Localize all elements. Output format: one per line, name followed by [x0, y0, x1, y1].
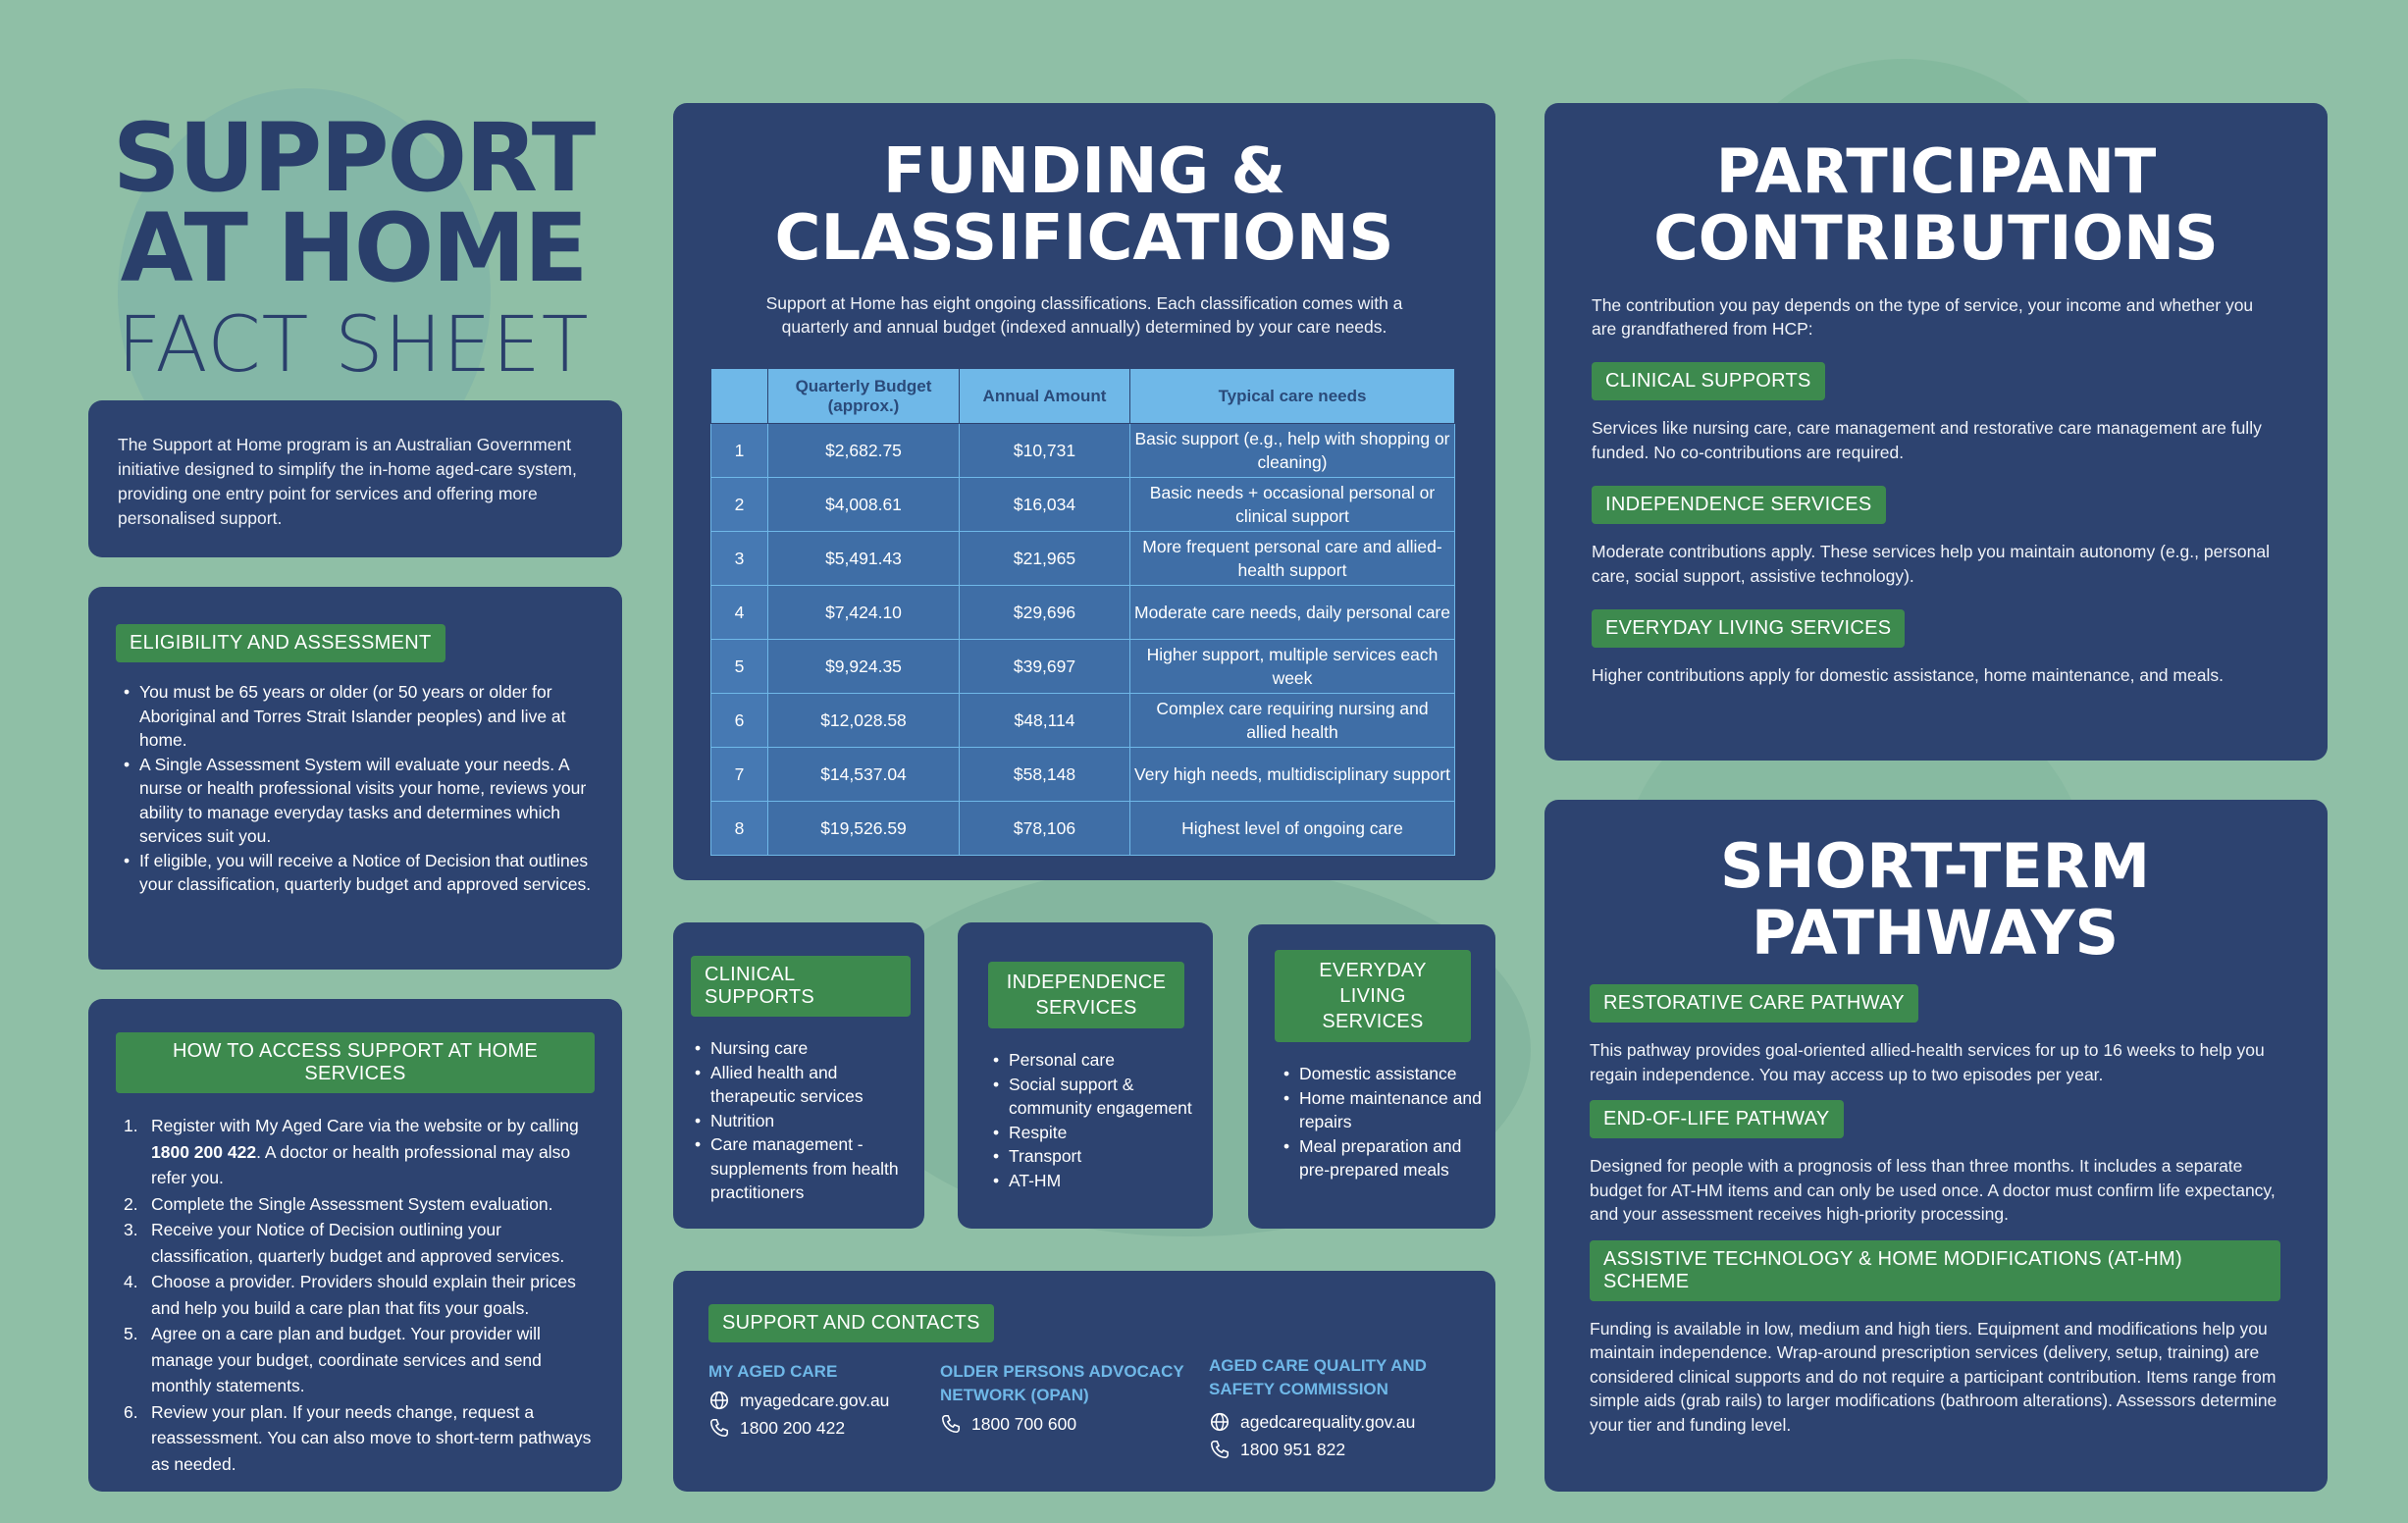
title-line-2: AT HOME — [120, 193, 587, 303]
list-item: • A Single Assessment System will evaluate your needs. A nurse or health professional visits your home, reviews your ability to manage everyday tasks and determines which services suit you. — [124, 753, 593, 849]
everyday-card — [1248, 924, 1495, 1229]
list-item: 5. Agree on a care plan and budget. Your provider will manage your budget, coordinate services and send monthly statements. — [124, 1324, 542, 1395]
contact-web[interactable]: agedcarequality.gov.au — [1209, 1411, 1444, 1433]
funding-table — [710, 368, 1455, 856]
contact-quality-commission — [1209, 1356, 1444, 1460]
section-block — [1590, 1100, 2280, 1227]
access-label: HOW TO ACCESS SUPPORT AT HOME SERVICES — [116, 1032, 595, 1093]
funding-title-line-1: FUNDING & — [882, 135, 1286, 208]
section-block — [1592, 609, 2280, 688]
table-cell: $48,114 — [960, 694, 1130, 748]
table-row — [711, 802, 1455, 856]
access-card — [88, 999, 622, 1492]
list-item: • Nursing care — [695, 1036, 911, 1061]
section-label: END-OF-LIFE PATHWAY — [1590, 1100, 1844, 1138]
list-item: • Care management - supplements from health practitioners — [695, 1132, 911, 1205]
list-item: • Allied health and therapeutic services — [695, 1061, 911, 1109]
globe-icon — [708, 1390, 730, 1411]
table-header: Annual Amount — [960, 369, 1130, 424]
table-cell: $4,008.61 — [768, 478, 960, 532]
table-cell: $16,034 — [960, 478, 1130, 532]
funding-title-line-2: CLASSIFICATIONS — [774, 202, 1394, 275]
table-cell: Moderate care needs, daily personal care — [1130, 586, 1455, 640]
section-block — [1592, 362, 2280, 464]
clinical-list — [695, 1036, 911, 1205]
table-cell: $21,965 — [960, 532, 1130, 586]
funding-table-body — [711, 424, 1455, 856]
contact-phone[interactable]: 1800 951 822 — [1209, 1439, 1444, 1460]
contact-my-aged-care — [708, 1360, 940, 1460]
pathways-sections — [1590, 984, 2280, 1437]
phone-number: 1800 200 422 — [151, 1141, 257, 1162]
access-steps — [124, 1113, 595, 1477]
section-label: RESTORATIVE CARE PATHWAY — [1590, 984, 1918, 1023]
table-cell: Higher support, multiple services each week — [1130, 640, 1455, 694]
table-cell: 6 — [711, 694, 768, 748]
table-cell: $19,526.59 — [768, 802, 960, 856]
page-title — [88, 103, 618, 390]
table-cell: $14,537.04 — [768, 748, 960, 802]
table-cell: Complex care requiring nursing and allied health — [1130, 694, 1455, 748]
section-block — [1592, 486, 2280, 588]
table-header: Typical care needs — [1130, 369, 1455, 424]
phone-icon — [1209, 1439, 1230, 1460]
contact-opan — [940, 1360, 1209, 1460]
list-item: 1. Register with My Aged Care via the website or by calling 1800 200 422. A doctor or health professional may also refer you. — [124, 1116, 579, 1187]
list-item: 4. Choose a provider. Providers should explain their prices and help you build a care plan that fits your goals. — [124, 1272, 576, 1318]
pathways-card — [1544, 800, 2328, 1492]
section-block — [1590, 1240, 2280, 1438]
list-item: • Respite — [993, 1121, 1199, 1145]
phone-icon — [708, 1417, 730, 1439]
eligibility-label: ELIGIBILITY AND ASSESSMENT — [116, 624, 445, 662]
contact-phone[interactable]: 1800 700 600 — [940, 1413, 1209, 1435]
table-row — [711, 694, 1455, 748]
table-cell: $9,924.35 — [768, 640, 960, 694]
section-text: Designed for people with a prognosis of less than three months. It includes a separate budget for AT-HM items and can only be used once. A doctor must confirm life expectancy, and your assessment receives high-priority processing. — [1590, 1156, 2276, 1224]
table-cell: Basic needs + occasional personal or clinical support — [1130, 478, 1455, 532]
table-cell: 2 — [711, 478, 768, 532]
clinical-card — [673, 922, 924, 1229]
list-item: 3. Receive your Notice of Decision outlining your classification, quarterly budget and approved services. — [124, 1220, 565, 1266]
independence-card — [958, 922, 1213, 1229]
table-cell: 5 — [711, 640, 768, 694]
list-item: • Transport — [993, 1144, 1199, 1169]
list-item: • Personal care — [993, 1048, 1199, 1073]
list-item: • AT-HM — [993, 1169, 1199, 1193]
list-item: • Nutrition — [695, 1109, 911, 1133]
section-label: CLINICAL SUPPORTS — [1592, 362, 1825, 400]
table-row — [711, 640, 1455, 694]
globe-icon — [1209, 1411, 1230, 1433]
list-item: 6. Review your plan. If your needs change, request a reassessment. You can also move to short-term pathways as needed. — [124, 1401, 592, 1474]
independence-label: INDEPENDENCE SERVICES — [988, 962, 1184, 1028]
list-item: • Domestic assistance — [1283, 1062, 1482, 1086]
contacts-card — [673, 1271, 1495, 1492]
contributions-title-line-2: CONTRIBUTIONS — [1653, 202, 2219, 274]
eligibility-list — [124, 680, 593, 897]
section-label: EVERYDAY LIVING SERVICES — [1592, 609, 1905, 648]
table-cell: $12,028.58 — [768, 694, 960, 748]
section-label: ASSISTIVE TECHNOLOGY & HOME MODIFICATIONS (AT-HM) SCHEME — [1590, 1240, 2280, 1301]
list-item: • Social support & community engagement — [993, 1073, 1199, 1121]
section-text: Moderate contributions apply. These services help you maintain autonomy (e.g., personal care, social support, assistive technology). — [1592, 542, 2270, 586]
pathways-title-line-2: PATHWAYS — [1751, 897, 2120, 969]
funding-card — [673, 103, 1495, 880]
table-cell: 1 — [711, 424, 768, 478]
table-cell: $78,106 — [960, 802, 1130, 856]
intro-card — [88, 400, 622, 557]
contacts-row — [708, 1356, 1460, 1460]
table-header: Quarterly Budget (approx.) — [768, 369, 960, 424]
table-header-row — [711, 369, 1455, 424]
section-text: This pathway provides goal-oriented allied-health services for up to 16 weeks to help you regain independence. You may access up to two episodes per year. — [1590, 1040, 2265, 1084]
list-item: • If eligible, you will receive a Notice of Decision that outlines your classification, quarterly budget and approved services. — [124, 849, 593, 897]
intro-text: The Support at Home program is an Australian Government initiative designed to simplify the in-home aged-care system, providing one entry point for services and offering more personalised support. — [118, 435, 577, 528]
table-cell: Very high needs, multidisciplinary support — [1130, 748, 1455, 802]
table-cell: $7,424.10 — [768, 586, 960, 640]
contributions-intro: The contribution you pay depends on the type of service, your income and whether you are grandfathered from HCP: — [1592, 295, 2254, 339]
list-item: • You must be 65 years or older (or 50 years or older for Aboriginal and Torres Strait Islander peoples) and live at home. — [124, 680, 593, 753]
table-cell: Basic support (e.g., help with shopping or cleaning) — [1130, 424, 1455, 478]
title-line-1: SUPPORT — [112, 103, 595, 213]
contacts-label: SUPPORT AND CONTACTS — [708, 1304, 994, 1342]
independence-list — [993, 1048, 1199, 1192]
contact-name: AGED CARE QUALITY AND SAFETY COMMISSION — [1209, 1356, 1427, 1398]
contact-web[interactable]: myagedcare.gov.au — [708, 1390, 940, 1411]
phone-icon — [940, 1413, 962, 1435]
list-item: • Meal preparation and pre-prepared meals — [1283, 1134, 1482, 1182]
contributions-card — [1544, 103, 2328, 761]
pathways-title-line-1: SHORT-TERM — [1719, 830, 2151, 902]
table-row — [711, 478, 1455, 532]
table-cell: $29,696 — [960, 586, 1130, 640]
table-row — [711, 748, 1455, 802]
section-text: Higher contributions apply for domestic assistance, home maintenance, and meals. — [1592, 665, 2224, 685]
list-item: 2. Complete the Single Assessment System evaluation. — [124, 1193, 553, 1214]
contact-phone[interactable]: 1800 200 422 — [708, 1417, 940, 1439]
table-cell: $39,697 — [960, 640, 1130, 694]
table-cell: $5,491.43 — [768, 532, 960, 586]
funding-intro: Support at Home has eight ongoing classifications. Each classification comes with a quarterly and annual budget (indexed annually) determined by your care needs. — [765, 293, 1403, 337]
section-text: Funding is available in low, medium and high tiers. Equipment and modifications help you maintain independence. Wrap-around prescription services (delivery, setup, training) are considered clinical supports and do not require a participant contribution. Items range from simple aids (grab rails) to larger modifications (bathroom alterations). Assessors determine your tier and funding level. — [1590, 1318, 2277, 1435]
section-text: Services like nursing care, care management and restorative care management are fully funded. No co-contributions are required. — [1592, 418, 2262, 462]
title-line-3: FACT SHEET — [117, 301, 590, 390]
table-cell: $10,731 — [960, 424, 1130, 478]
contact-name: OLDER PERSONS ADVOCACY NETWORK (OPAN) — [940, 1362, 1184, 1404]
eligibility-card — [88, 587, 622, 970]
everyday-list — [1283, 1062, 1482, 1182]
contributions-sections — [1592, 362, 2280, 688]
table-cell: 3 — [711, 532, 768, 586]
table-cell: $2,682.75 — [768, 424, 960, 478]
table-row — [711, 532, 1455, 586]
everyday-label: EVERYDAY LIVING SERVICES — [1275, 950, 1471, 1042]
table-cell: 4 — [711, 586, 768, 640]
list-item: • Home maintenance and repairs — [1283, 1086, 1482, 1134]
section-block — [1590, 984, 2280, 1086]
table-cell: $58,148 — [960, 748, 1130, 802]
table-cell: 7 — [711, 748, 768, 802]
contributions-title-line-1: PARTICIPANT — [1715, 135, 2157, 207]
table-row — [711, 424, 1455, 478]
contact-name: MY AGED CARE — [708, 1362, 838, 1381]
table-cell: Highest level of ongoing care — [1130, 802, 1455, 856]
table-cell: 8 — [711, 802, 768, 856]
table-row — [711, 586, 1455, 640]
table-cell: More frequent personal care and allied-health support — [1130, 532, 1455, 586]
table-header — [711, 369, 768, 424]
section-label: INDEPENDENCE SERVICES — [1592, 486, 1886, 524]
clinical-label: CLINICAL SUPPORTS — [691, 956, 911, 1017]
